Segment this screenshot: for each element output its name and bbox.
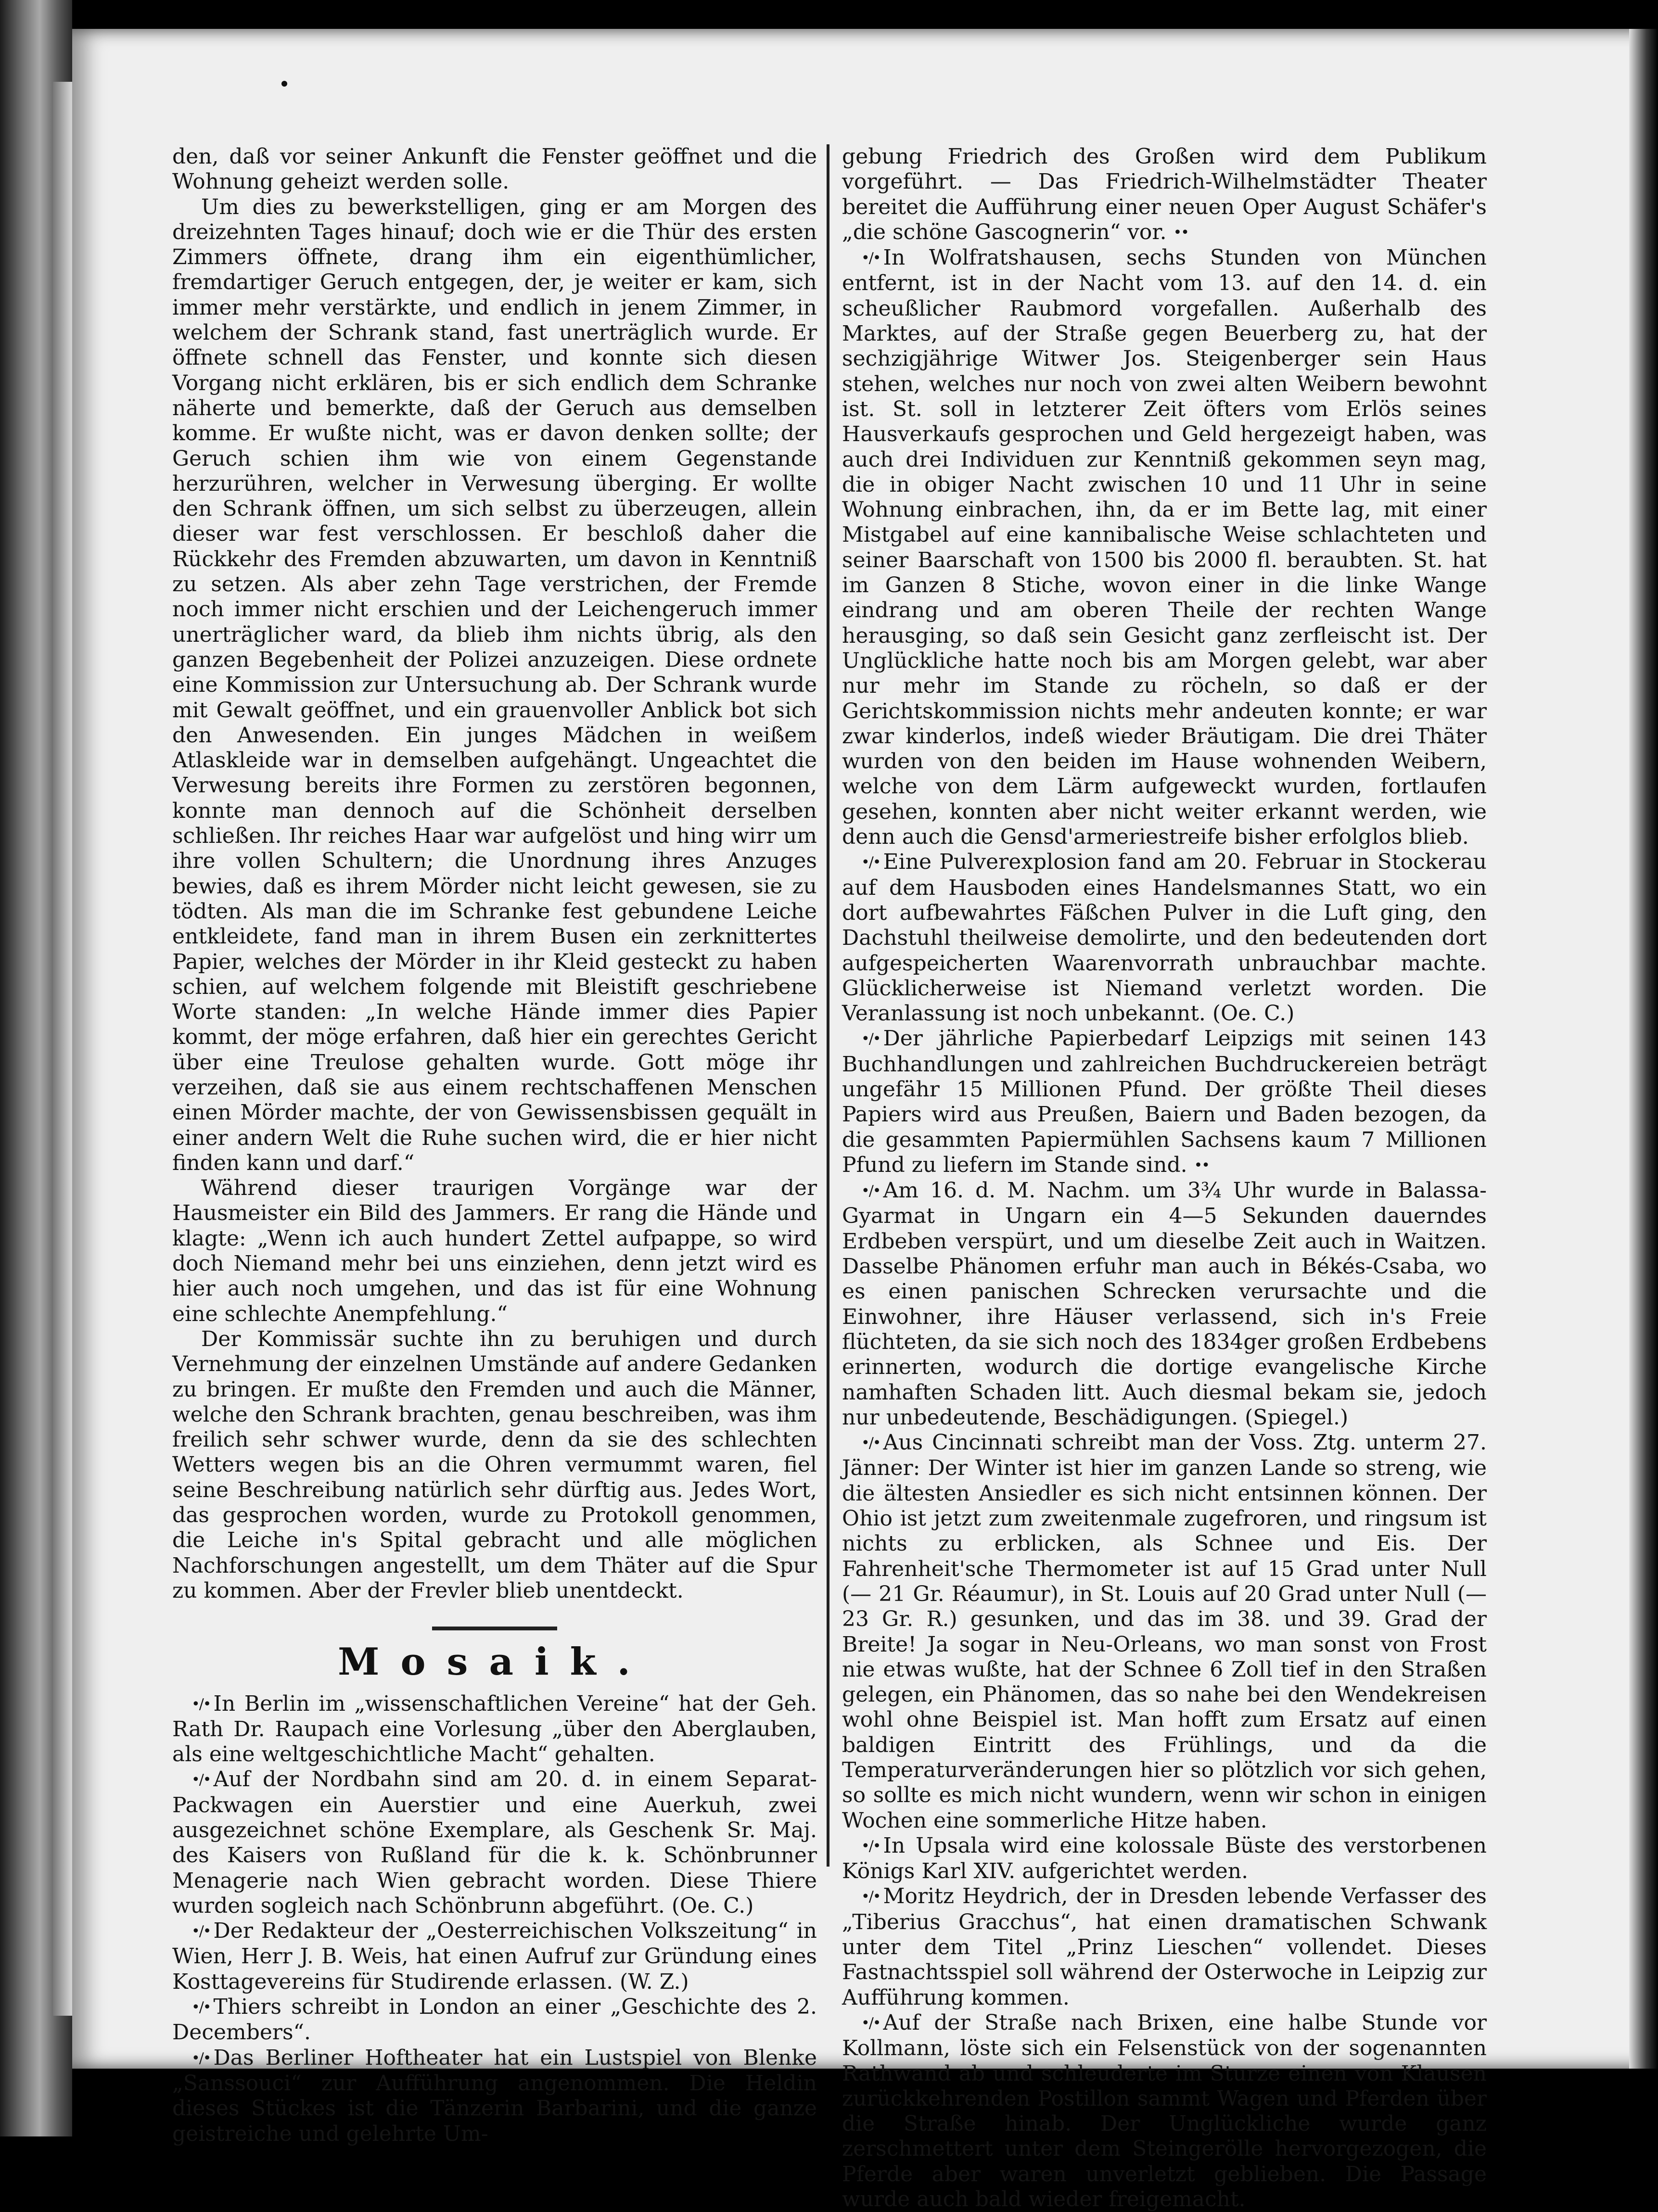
ink-dot: [281, 81, 287, 87]
item-marker: •/•: [191, 1923, 211, 1940]
item-marker: •/•: [861, 1030, 880, 1048]
news-item: [842, 2010, 1487, 2212]
end-marker: ••: [1173, 224, 1188, 241]
news-item: [172, 1919, 817, 1995]
item-marker: •/•: [861, 1888, 880, 1906]
news-item: [172, 1767, 817, 1919]
paragraph-continuation: [842, 144, 1487, 245]
continuation-text: gebung Friedrich des Großen wird dem Publikum vorgeführt. — Das Friedrich-Wilhelmstädter Theater bereitet die Aufführung einer neuen Oper August Schäfer's „die schöne Gascognerin“ vor.: [842, 144, 1487, 244]
news-item-text: Am 16. d. M. Nachm. um 3¾ Uhr wurde in Balassa-Gyarmat in Ungarn ein 4—5 Sekunden dauerndes Erdbeben verspürt, und um dieselbe Zeit auch in Waitzen. Dasselbe Phänomen erfuhr man auch in Békés-Csaba, wo es einen panischen Schrecken verursachte und die Einwohner, ihre Häuser verlassend, sich in's Freie flüchteten, da sie sich noch des 1834ger großen Erdbebens erinnerten, wodurch die dortige evangelische Kirche namhaften Schaden litt. Auch diesmal bekam sie, jedoch nur unbedeutende, Beschädigungen. (Spiegel.): [842, 1178, 1487, 1430]
news-item: [842, 1026, 1487, 1178]
item-marker: •/•: [191, 1695, 211, 1713]
end-marker: ••: [1194, 1157, 1209, 1174]
news-item-text: Der Redakteur der „Oesterreichischen Volkszeitung“ in Wien, Herr J. B. Weis, hat einen Aufruf zur Gründung eines Kosttagevereins für Studirende erlassen. (W. Z.): [172, 1919, 817, 1994]
news-item: [172, 1995, 817, 2046]
news-item-text: Moritz Heydrich, der in Dresden lebende Verfasser des „Tiberius Gracchus“, hat einen dramatischen Schwank unter dem Titel „Prinz Lieschen“ vollendet. Dieses Fastnachtsspiel soll während der Osterwoche in Leipzig zur Aufführung kommen.: [842, 1884, 1487, 2010]
paragraph: Der Kommissär suchte ihn zu beruhigen und durch Vernehmung der einzelnen Umstände auf andere Gedanken zu bringen. Er mußte den Fremden und auch die Männer, welche den Schrank brachten, genau beschreiben, was ihm freilich sehr schwer wurde, denn da sie des schlechten Wetters wegen bis an die Ohren vermummt waren, fiel seine Beschreibung natürlich sehr dürftig aus. Jedes Wort, das gesprochen worden, wurde zu Protokoll genommen, die Leiche in's Spital gebracht und alle möglichen Nachforschungen angestellt, um dem Thäter auf die Spur zu kommen. Aber der Frevler blieb unentdeckt.: [172, 1326, 817, 1603]
news-item: [842, 1430, 1487, 1833]
news-item-text: Auf der Straße nach Brixen, eine halbe Stunde vor Kollmann, löste sich ein Felsenstück von der sogenannten Rathwand ab und schleuderte im Sturze einen von Klausen zurückkehrenden Postillon sammt Wagen und Pferden über die Straße hinab. Der Unglückliche wurde ganz zerschmettert unter dem Steingerölle hervorgezogen, die Pferde aber waren unverletzt geblieben. Die Passage wurde auch bald wieder freigemacht.: [842, 2010, 1487, 2212]
paragraph: Während dieser traurigen Vorgänge war der Hausmeister ein Bild des Jammers. Er rang die Hände und klagte: „Wenn ich auch hundert Zettel aufpappe, so wird doch Niemand mehr bei uns einziehen, denn jetzt wird es hier auch noch umgehen, und das ist für eine Wohnung eine schlechte Anempfehlung.“: [172, 1176, 817, 1326]
page-right-shadow: [1629, 29, 1658, 2069]
news-item: [842, 1833, 1487, 1884]
news-item-text: In Wolfratshausen, sechs Stunden von München entfernt, ist in der Nacht vom 13. auf den 14. d. ein scheußlicher Raubmord vorgefallen. Außerhalb des Marktes, auf der Straße gegen Beuerberg zu, hat der sechzigjährige Witwer Jos. Steigenberger sein Haus stehen, welches nur noch von zwei alten Weibern bewohnt ist. St. soll in letzterer Zeit öfters vom Erlös seines Hausverkaufs gesprochen und Geld hergezeigt haben, was auch drei Individuen zur Kenntniß gekommen seyn mag, die in obiger Nacht zwischen 10 und 11 Uhr in seine Wohnung einbrachen, ihn, da er im Bette lag, mit einer Mistgabel auf eine kannibalische Weise schlachteten und seiner Baarschaft von 1500 bis 2000 fl. beraubten. St. hat im Ganzen 8 Stiche, wovon einer in die linke Wange eindrang und am oberen Theile der rechten Wange herausging, so daß sein Gesicht ganz zerfleischt ist. Der Unglückliche hatte noch bis am Morgen gelebt, war aber nur mehr im Stande zu röcheln, so daß er der Gerichtskommission nichts mehr andeuten konnte; er war zwar kinderlos, indeß wieder Bräutigam. Die drei Thäter wurden von den beiden im Hause wohnenden Weibern, welche von dem Lärm aufgeweckt wurden, fortlaufen gesehen, konnten aber nicht weiter erkannt werden, wie denn auch die Gensd'armeriestreife bisher erfolglos blieb.: [842, 245, 1487, 850]
paragraph: Um dies zu bewerkstelligen, ging er am Morgen des dreizehnten Tages hinauf; doch wie er die Thür des ersten Zimmers öffnete, drang ihm ein eigenthümlicher, fremdartiger Geruch entgegen, der, je weiter er kam, sich immer mehr verstärkte, und endlich in jenem Zimmer, in welchem der Schrank stand, fast unerträglich wurde. Er öffnete schnell das Fenster, und konnte sich diesen Vorgang nicht erklären, bis er sich endlich dem Schranke näherte und bemerkte, daß der Geruch aus demselben komme. Er wußte nicht, was er davon denken sollte; der Geruch schien ihm wie von einem Gegenstande herzurühren, welcher in Verwesung überging. Er wollte den Schrank öffnen, um sich selbst zu überzeugen, allein dieser war fest verschlossen. Er beschloß daher die Rückkehr des Fremden abzuwarten, um davon in Kenntniß zu setzen. Als aber zehn Tage verstrichen, der Fremde noch immer nicht erschien und der Leichengeruch immer unerträglicher ward, da blieb ihm nichts übrig, als den ganzen Begebenheit der Polizei anzuzeigen. Diese ordnete eine Kommission zur Untersuchung ab. Der Schrank wurde mit Gewalt geöffnet, und ein grauenvoller Anblick bot sich den Anwesenden. Ein junges Mädchen in weißem Atlaskleide war in demselben aufgehängt. Ungeachtet die Verwesung bereits ihre Formen zu zerstören begonnen, konnte man dennoch auf die Schönheit derselben schließen. Ihr reiches Haar war aufgelöst und hing wirr um ihre vollen Schultern; die Unordnung ihres Anzuges bewies, daß es ihrem Mörder nicht leicht gewesen, sie zu tödten. Als man die im Schranke fest gebundene Leiche entkleidete, fand man in ihrem Busen ein zerknittertes Papier, welches der Mörder in ihr Kleid gesteckt zu haben schien, auf welchem folgende mit Bleistift geschriebene Worte standen: „In welche Hände immer dies Papier kommt, der möge erfahren, daß hier ein gerechtes Gericht über eine Treulose gehalten wurde. Gott möge ihr verzeihen, daß sie aus einem rechtschaffenen Menschen einen Mörder machte, der von Gewissensbissen gequält in einer andern Welt die Ruhe suchen wird, die er hier nicht finden kann und darf.“: [172, 194, 817, 1175]
news-item-text: Das Berliner Hoftheater hat ein Lustspiel von Blenke „Sanssouci“ zur Aufführung angenommen. Die Heldin dieses Stückes ist die Tänzerin Barbarini, und die ganze geistreiche und gelehrte Um-: [172, 2045, 817, 2146]
left-column: [172, 144, 817, 2147]
item-marker: •/•: [191, 2049, 211, 2067]
news-item: [842, 245, 1487, 850]
news-item-text: Thiers schreibt in London an einer „Geschichte des 2. Decembers“.: [172, 1995, 817, 2045]
news-item-text: Eine Pulverexplosion fand am 20. Februar in Stockerau auf dem Hausboden eines Handelsmannes Statt, wo ein dort aufbewahrtes Fäßchen Pulver in die Luft ging, den Dachstuhl theilweise demolirte, und den bedeutenden dort aufgespeicherten Waarenvorrath unbrauchbar machte. Glücklicherweise ist Niemand verletzt worden. Die Veranlassung ist noch unbekannt. (Oe. C.): [842, 850, 1487, 1026]
item-marker: •/•: [861, 1837, 880, 1855]
news-item: [842, 850, 1487, 1026]
paragraph-continuation: den, daß vor seiner Ankunft die Fenster geöffnet und die Wohnung geheizt werden solle.: [172, 144, 817, 194]
column-rule: [827, 144, 829, 1867]
right-column: [842, 144, 1487, 2212]
item-marker: •/•: [861, 1182, 880, 1200]
item-marker: •/•: [191, 1999, 211, 2016]
news-item-text: Der jährliche Papierbedarf Leipzigs mit seinen 143 Buchhandlungen und zahlreichen Buchdruckereien beträgt ungefähr 15 Millionen Pfund. Der größte Theil dieses Papiers wird aus Preußen, Baiern und Baden bezogen, da die gesammten Papiermühlen Sachsens kaum 7 Millionen Pfund zu liefern im Stande sind.: [842, 1026, 1487, 1177]
news-item-text: In Berlin im „wissenschaftlichen Vereine“ hat der Geh. Rath Dr. Raupach eine Vorlesung „über den Aberglauben, als eine weltgeschichtliche Macht“ gehalten.: [172, 1691, 817, 1767]
item-marker: •/•: [861, 250, 880, 267]
item-marker: •/•: [861, 1435, 880, 1452]
news-item: [172, 1691, 817, 1767]
news-item-text: Auf der Nordbahn sind am 20. d. in einem Separat-Packwagen ein Auerstier und eine Auerkuh, zwei ausgezeichnet schöne Exemplare, als Geschenk Sr. Maj. des Kaisers von Rußland für die k. k. Schönbrunner Menagerie nach Wien gebracht worden. Diese Thiere wurden sogleich nach Schönbrunn abgeführt. (Oe. C.): [172, 1767, 817, 1918]
news-item: [172, 2046, 817, 2147]
news-item-text: In Upsala wird eine kolossale Büste des verstorbenen Königs Karl XIV. aufgerichtet werden.: [842, 1833, 1487, 1884]
item-marker: •/•: [861, 2014, 880, 2032]
section-heading-mosaik: Mosaik.: [338, 1640, 651, 1684]
news-item: [842, 1178, 1487, 1430]
news-item-text: Aus Cincinnati schreibt man der Voss. Ztg. unterm 27. Jänner: Der Winter ist hier im ganzen Lande so streng, wie die ältesten Ansiedler es sich nicht entsinnen können. Der Ohio ist jetzt zum zweitenmale zugefroren, und ringsum ist nichts zu erblicken, als Schnee und Eis. Der Fahrenheit'sche Thermometer ist auf 15 Grad unter Null (— 21 Gr. Réaumur), in St. Louis auf 20 Grad unter Null (— 23 Gr. R.) gesunken, und das im 38. und 39. Grad der Breite! Ja sogar in Neu-Orleans, wo man sonst von Frost nie etwas wußte, hat der Schnee 6 Zoll tief in den Straßen gelegen, ein Phänomen, das so nahe bei den Wendekreisen wohl ohne Beispiel ist. Man hofft zum Ersatz auf einen baldigen Eintritt des Frühlings, und da die Temperaturveränderungen hier so plötzlich vor sich gehen, so sollte es mich nicht wundern, wenn wir schon in einigen Wochen eine sommerliche Hitze haben.: [842, 1430, 1487, 1833]
section-divider: [432, 1627, 557, 1630]
item-marker: •/•: [191, 1771, 211, 1789]
item-marker: •/•: [861, 854, 880, 871]
news-item: [842, 1884, 1487, 2010]
